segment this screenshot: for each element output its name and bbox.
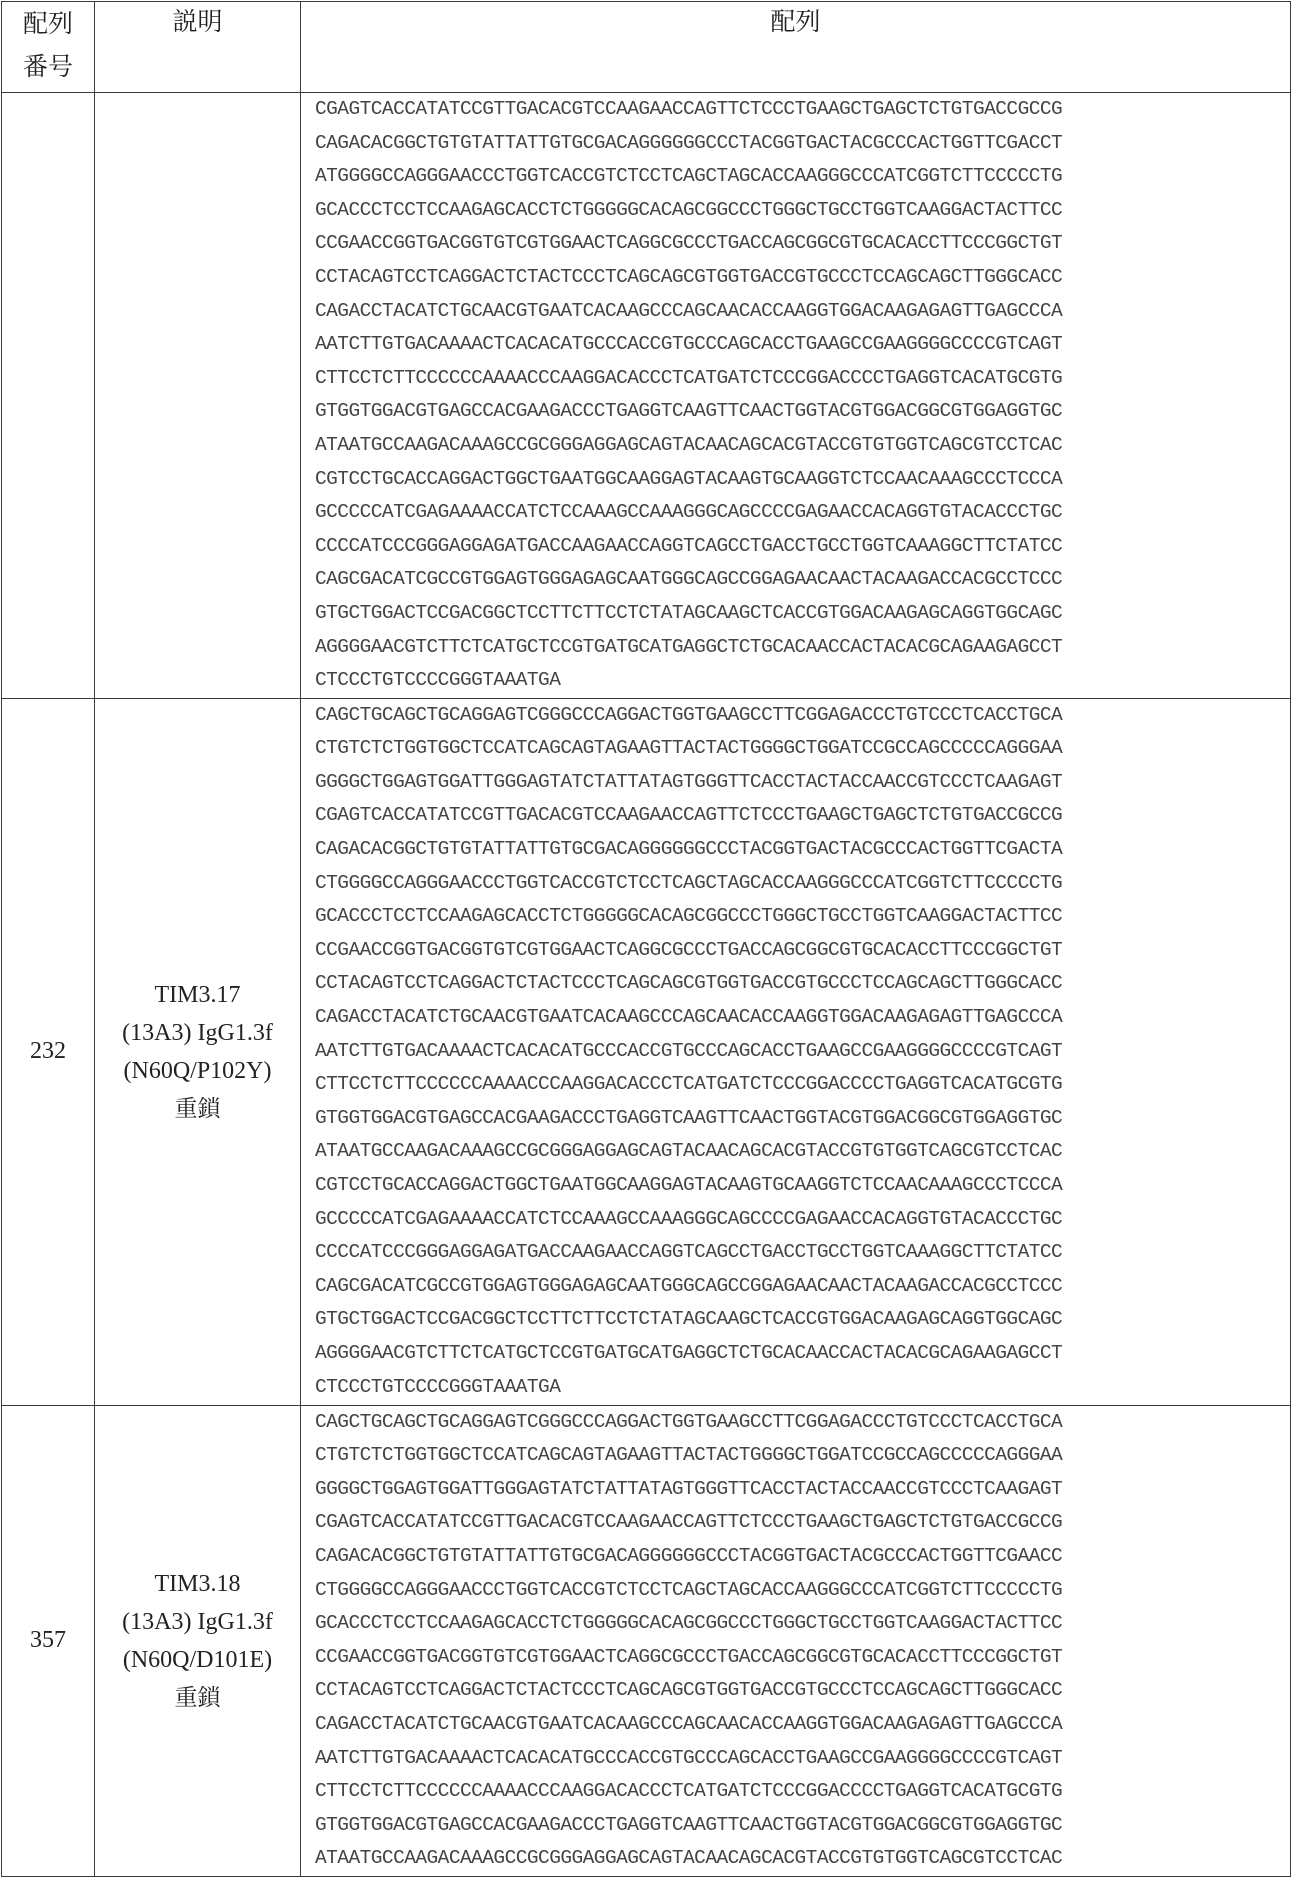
sequence-line: CCTACAGTCCTCAGGACTCTACTCCCTCAGCAGCGTGGTGACCGTGCCCTCCAGCAGCTTGGGCACC: [315, 1679, 1063, 1702]
seq-id-cell: 357: [2, 1405, 95, 1876]
sequence-line: ATAATGCCAAGACAAAGCCGCGGGAGGAGCAGTACAACAGCACGTACCGTGTGGTCAGCGTCCTCAC: [315, 1140, 1063, 1163]
table-row: [2, 698, 1291, 1405]
description-line: TIM3.17: [154, 981, 241, 1008]
sequence-line: CAGCTGCAGCTGCAGGAGTCGGGCCCAGGACTGGTGAAGCCTTCGGAGACCCTGTCCCTCACCTGCA: [315, 1410, 1063, 1433]
sequence-line: CGTCCTGCACCAGGACTGGCTGAATGGCAAGGAGTACAAGTGCAAGGTCTCCAACAAAGCCCTCCCA: [315, 1174, 1063, 1196]
sequence-line: CTGTCTCTGGTGGCTCCATCAGCAGTAGAAGTTACTACTGGGGCTGGATCCGCCAGCCCCCAGGGAA: [315, 1444, 1063, 1467]
description-cell: [95, 93, 301, 699]
sequence-line: AATCTTGTGACAAAACTCACACATGCCCACCGTGCCCAGCACCTGAAGCCGAAGGGGCCCCGTCAGT: [315, 1039, 1063, 1062]
seq-id-cell: 232: [2, 698, 95, 1405]
description-line: (13A3) IgG1.3f: [122, 1608, 273, 1635]
sequence-line: CAGCGACATCGCCGTGGAGTGGGAGAGCAATGGGCAGCCGGAGAACAACTACAAGACCACGCCTCCC: [315, 1274, 1063, 1297]
description-line: (13A3) IgG1.3f: [122, 1019, 273, 1046]
sequence-line: CTGTCTCTGGTGGCTCCATCAGCAGTAGAAGTTACTACTGGGGCTGGATCCGCCAGCCCCCAGGGAA: [315, 737, 1063, 760]
sequence-line: ATAATGCCAAGACAAAGCCGCGGGAGGAGCAGTACAACAGCACGTACCGTGTGGTCAGCGTCCTCAC: [315, 1847, 1063, 1870]
sequence-line: CTTCCTCTTCCCCCCAAAACCCAAGGACACCCTCATGATCTCCCGGACCCCTGAGGTCACATGCGTG: [315, 1780, 1063, 1803]
sequence-line: AATCTTGTGACAAAACTCACACATGCCCACCGTGCCCAGCACCTGAAGCCGAAGGGGCCCCGTCAGT: [315, 1746, 1063, 1769]
sequence-line: GCACCCTCCTCCAAGAGCACCTCTGGGGGCACAGCGGCCCTGGGCTGCCTGGTCAAGGACTACTTCC: [315, 1612, 1063, 1635]
sequence-line: ATGGGGCCAGGGAACCCTGGTCACCGTCTCCTCAGCTAGCACCAAGGGCCCATCGGTCTTCCCCCTG: [315, 165, 1063, 188]
description-line: 重鎖: [174, 1684, 221, 1711]
header-seq-id-line1: 配列: [22, 9, 73, 38]
sequence-line: GGGGCTGGAGTGGATTGGGAGTATCTATTATAGTGGGTTCACCTACTACCAACCGTCCCTCAAGAGT: [315, 770, 1063, 793]
description-line: 重鎖: [174, 1095, 221, 1122]
sequence-cell: [301, 93, 1291, 699]
sequence-line: GTGCTGGACTCCGACGGCTCCTTCTTCCTCTATAGCAAGCTCACCGTGGACAAGAGCAGGTGGCAGC: [315, 1308, 1063, 1331]
table-row: [2, 93, 1291, 699]
sequence-line: CTGGGGCCAGGGAACCCTGGTCACCGTCTCCTCAGCTAGCACCAAGGGCCCATCGGTCTTCCCCCTG: [315, 871, 1063, 894]
sequence-line: GGGGCTGGAGTGGATTGGGAGTATCTATTATAGTGGGTTCACCTACTACCAACCGTCCCTCAAGAGT: [315, 1477, 1063, 1500]
table-row: [2, 1405, 1291, 1876]
description-cell: [95, 698, 301, 1405]
table-header-row: [2, 2, 1291, 93]
sequence-line: CCTACAGTCCTCAGGACTCTACTCCCTCAGCAGCGTGGTGACCGTGCCCTCCAGCAGCTTGGGCACC: [315, 265, 1063, 288]
sequence-line: CGAGTCACCATATCCGTTGACACGTCCAAGAACCAGTTCTCCCTGAAGCTGAGCTCTGTGACCGCCG: [315, 98, 1063, 120]
header-sequence: 配列: [301, 2, 1291, 93]
sequence-line: GCACCCTCCTCCAAGAGCACCTCTGGGGGCACAGCGGCCCTGGGCTGCCTGGTCAAGGACTACTTCC: [315, 198, 1063, 221]
sequence-line: CTTCCTCTTCCCCCCAAAACCCAAGGACACCCTCATGATCTCCCGGACCCCTGAGGTCACATGCGTG: [315, 1073, 1063, 1096]
sequence-line: CAGACCTACATCTGCAACGTGAATCACAAGCCCAGCAACACCAAGGTGGACAAGAGAGTTGAGCCCA: [315, 1713, 1063, 1736]
sequence-line: CCCCATCCCGGGAGGAGATGACCAAGAACCAGGTCAGCCTGACCTGCCTGGTCAAAGGCTTCTATCC: [315, 1241, 1063, 1264]
sequence-line: GCACCCTCCTCCAAGAGCACCTCTGGGGGCACAGCGGCCCTGGGCTGCCTGGTCAAGGACTACTTCC: [315, 905, 1063, 928]
sequence-line: CGAGTCACCATATCCGTTGACACGTCCAAGAACCAGTTCTCCCTGAAGCTGAGCTCTGTGACCGCCG: [315, 804, 1063, 827]
description-line: (N60Q/P102Y): [123, 1057, 272, 1084]
sequence-line: CTGGGGCCAGGGAACCCTGGTCACCGTCTCCTCAGCTAGCACCAAGGGCCCATCGGTCTTCCCCCTG: [315, 1578, 1063, 1601]
sequence-line: CAGACCTACATCTGCAACGTGAATCACAAGCCCAGCAACACCAAGGTGGACAAGAGAGTTGAGCCCA: [315, 299, 1063, 322]
description-cell: [95, 1405, 301, 1876]
sequence-line: CCGAACCGGTGACGGTGTCGTGGAACTCAGGCGCCCTGACCAGCGGCGTGCACACCTTCCCGGCTGT: [315, 232, 1063, 255]
sequence-line: GCCCCCATCGAGAAAACCATCTCCAAAGCCAAAGGGCAGCCCCGAGAACCACAGGTGTACACCCTGC: [315, 501, 1063, 524]
sequence-line: CAGACACGGCTGTGTATTATTGTGCGACAGGGGGGCCCTACGGTGACTACGCCCACTGGTTCGAACC: [315, 1545, 1063, 1568]
sequence-line: GTGGTGGACGTGAGCCACGAAGACCCTGAGGTCAAGTTCAACTGGTACGTGGACGGCGTGGAGGTGC: [315, 400, 1063, 423]
header-seq-id-line2: 番号: [22, 52, 73, 81]
seq-id-cell: [2, 93, 95, 699]
sequence-line: CTTCCTCTTCCCCCCAAAACCCAAGGACACCCTCATGATCTCCCGGACCCCTGAGGTCACATGCGTG: [315, 366, 1063, 389]
sequence-line: CGTCCTGCACCAGGACTGGCTGAATGGCAAGGAGTACAAGTGCAAGGTCTCCAACAAAGCCCTCCCA: [315, 467, 1063, 490]
description-line: (N60Q/D101E): [122, 1646, 273, 1673]
header-description: 説明: [95, 2, 301, 93]
sequence-line: CCTACAGTCCTCAGGACTCTACTCCCTCAGCAGCGTGGTGACCGTGCCCTCCAGCAGCTTGGGCACC: [315, 972, 1063, 995]
sequence-line: CTCCCTGTCCCCGGGTAAATGA: [315, 669, 561, 692]
sequence-line: GTGGTGGACGTGAGCCACGAAGACCCTGAGGTCAAGTTCAACTGGTACGTGGACGGCGTGGAGGTGC: [315, 1106, 1063, 1129]
sequence-line: CAGCTGCAGCTGCAGGAGTCGGGCCCAGGACTGGTGAAGCCTTCGGAGACCCTGTCCCTCACCTGCA: [315, 703, 1063, 726]
sequence-cell: [301, 1405, 1291, 1876]
sequence-cell: [301, 698, 1291, 1405]
sequence-line: ATAATGCCAAGACAAAGCCGCGGGAGGAGCAGTACAACAGCACGTACCGTGTGGTCAGCGTCCTCAC: [315, 433, 1063, 456]
sequence-line: CAGACACGGCTGTGTATTATTGTGCGACAGGGGGGCCCTACGGTGACTACGCCCACTGGTTCGACCT: [315, 131, 1063, 154]
header-seq-id: [2, 2, 95, 93]
sequence-line: CAGACACGGCTGTGTATTATTGTGCGACAGGGGGGCCCTACGGTGACTACGCCCACTGGTTCGACTA: [315, 838, 1063, 861]
sequence-line: CCCCATCCCGGGAGGAGATGACCAAGAACCAGGTCAGCCTGACCTGCCTGGTCAAAGGCTTCTATCC: [315, 534, 1063, 557]
sequence-line: CCGAACCGGTGACGGTGTCGTGGAACTCAGGCGCCCTGACCAGCGGCGTGCACACCTTCCCGGCTGT: [315, 938, 1063, 961]
sequence-line: GCCCCCATCGAGAAAACCATCTCCAAAGCCAAAGGGCAGCCCCGAGAACCACAGGTGTACACCCTGC: [315, 1207, 1063, 1230]
sequence-line: AATCTTGTGACAAAACTCACACATGCCCACCGTGCCCAGCACCTGAAGCCGAAGGGGCCCCGTCAGT: [315, 333, 1063, 356]
sequence-line: CCGAACCGGTGACGGTGTCGTGGAACTCAGGCGCCCTGACCAGCGGCGTGCACACCTTCCCGGCTGT: [315, 1645, 1063, 1668]
sequence-line: CAGACCTACATCTGCAACGTGAATCACAAGCCCAGCAACACCAAGGTGGACAAGAGAGTTGAGCCCA: [315, 1006, 1063, 1029]
description-line: TIM3.18: [154, 1570, 241, 1597]
sequence-line: AGGGGAACGTCTTCTCATGCTCCGTGATGCATGAGGCTCTGCACAACCACTACACGCAGAAGAGCCT: [315, 1341, 1063, 1364]
sequence-line: CGAGTCACCATATCCGTTGACACGTCCAAGAACCAGTTCTCCCTGAAGCTGAGCTCTGTGACCGCCG: [315, 1511, 1063, 1534]
sequence-line: GTGGTGGACGTGAGCCACGAAGACCCTGAGGTCAAGTTCAACTGGTACGTGGACGGCGTGGAGGTGC: [315, 1813, 1063, 1836]
sequence-table: [1, 1, 1291, 1877]
sequence-line: GTGCTGGACTCCGACGGCTCCTTCTTCCTCTATAGCAAGCTCACCGTGGACAAGAGCAGGTGGCAGC: [315, 601, 1063, 624]
sequence-line: CTCCCTGTCCCCGGGTAAATGA: [315, 1375, 561, 1398]
sequence-line: AGGGGAACGTCTTCTCATGCTCCGTGATGCATGAGGCTCTGCACAACCACTACACGCAGAAGAGCCT: [315, 635, 1063, 658]
sequence-line: CAGCGACATCGCCGTGGAGTGGGAGAGCAATGGGCAGCCGGAGAACAACTACAAGACCACGCCTCCC: [315, 568, 1063, 591]
